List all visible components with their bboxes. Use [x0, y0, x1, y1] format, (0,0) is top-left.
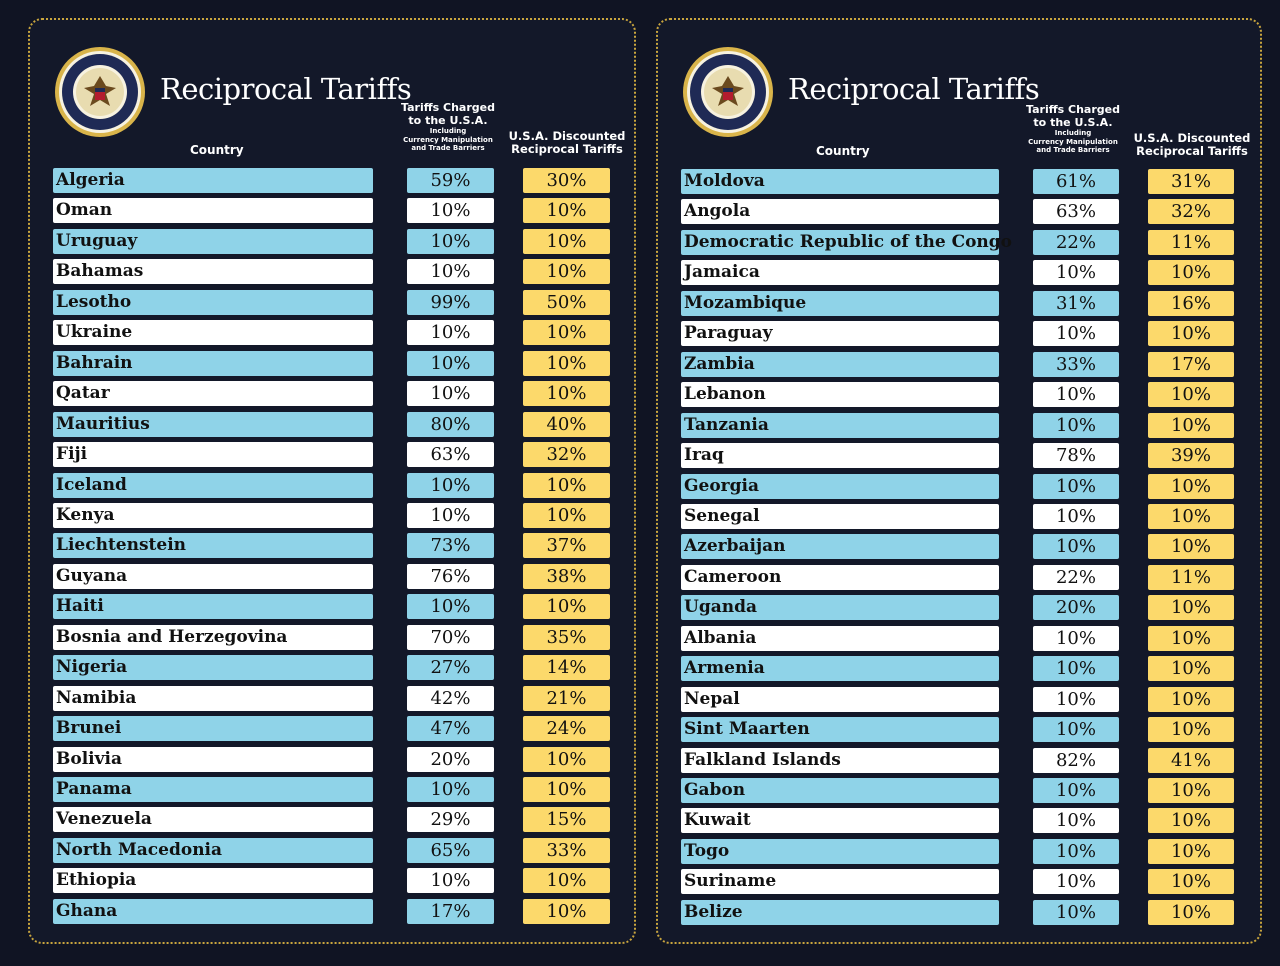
tariff-charged-cell: 65% [407, 838, 494, 863]
country-cell: Bahamas [53, 259, 373, 284]
tariff-charged-cell: 82% [1033, 748, 1119, 773]
country-cell: Georgia [681, 474, 999, 499]
tariff-charged-cell: 10% [1033, 839, 1119, 864]
country-cell: Senegal [681, 504, 999, 529]
discounted-tariff-cell: 10% [1148, 839, 1234, 864]
tariff-charged-cell: 10% [407, 777, 494, 802]
tariff-charged-cell: 33% [1033, 352, 1119, 377]
country-cell: Kenya [53, 503, 373, 528]
discounted-tariff-cell: 10% [523, 594, 610, 619]
discounted-tariff-cell: 10% [1148, 869, 1234, 894]
tariff-charged-cell: 47% [407, 716, 494, 741]
country-cell: Haiti [53, 594, 373, 619]
discounted-tariff-cell: 10% [523, 381, 610, 406]
tariff-charged-cell: 42% [407, 686, 494, 711]
country-cell: Lesotho [53, 290, 373, 315]
tariff-charged-cell: 27% [407, 655, 494, 680]
country-cell: Venezuela [53, 807, 373, 832]
tariff-panel-left [28, 18, 636, 944]
discounted-tariff-cell: 35% [523, 625, 610, 650]
country-cell: Azerbaijan [681, 534, 999, 559]
country-cell: Ghana [53, 899, 373, 924]
discounted-tariff-cell: 10% [523, 320, 610, 345]
tariff-charged-cell: 10% [1033, 504, 1119, 529]
discounted-tariff-cell: 10% [523, 777, 610, 802]
country-cell: Mauritius [53, 412, 373, 437]
discounted-tariff-cell: 10% [1148, 382, 1234, 407]
tariff-charged-cell: 10% [407, 320, 494, 345]
tariff-charged-cell: 63% [1033, 199, 1119, 224]
discounted-tariff-cell: 10% [1148, 717, 1234, 742]
country-cell: Sint Maarten [681, 717, 999, 742]
tariff-charged-cell: 10% [407, 473, 494, 498]
discounted-tariff-cell: 30% [523, 168, 610, 193]
discounted-tariff-cell: 16% [1148, 291, 1234, 316]
tariff-charged-cell: 10% [407, 351, 494, 376]
tariff-charged-cell: 10% [1033, 687, 1119, 712]
tariff-charged-cell: 10% [1033, 321, 1119, 346]
country-cell: Angola [681, 199, 999, 224]
discounted-tariff-cell: 33% [523, 838, 610, 863]
country-cell: Falkland Islands [681, 748, 999, 773]
tariff-charged-cell: 73% [407, 533, 494, 558]
tariff-charged-cell: 20% [1033, 595, 1119, 620]
tariff-panel-right [656, 18, 1262, 944]
page-title: Reciprocal Tariffs [788, 72, 1040, 106]
country-cell: Lebanon [681, 382, 999, 407]
header-tariffs-charged: Tariffs Charged to the U.S.A. Including Currency Manipulation and Trade Barriers [401, 101, 495, 153]
tariff-charged-cell: 10% [1033, 900, 1119, 925]
discounted-tariff-cell: 11% [1148, 565, 1234, 590]
country-cell: Moldova [681, 169, 999, 194]
presidential-seal-icon [54, 46, 146, 138]
discounted-tariff-cell: 37% [523, 533, 610, 558]
discounted-tariff-cell: 10% [523, 899, 610, 924]
tariff-charged-cell: 10% [1033, 534, 1119, 559]
discounted-tariff-cell: 10% [523, 503, 610, 528]
tariff-charged-cell: 22% [1033, 565, 1119, 590]
discounted-tariff-cell: 10% [1148, 413, 1234, 438]
country-cell: Uruguay [53, 229, 373, 254]
tariff-charged-cell: 20% [407, 747, 494, 772]
tariff-charged-cell: 17% [407, 899, 494, 924]
tariff-charged-cell: 10% [407, 381, 494, 406]
tariff-charged-cell: 10% [407, 259, 494, 284]
tariff-charged-cell: 10% [1033, 717, 1119, 742]
discounted-tariff-cell: 10% [1148, 595, 1234, 620]
discounted-tariff-cell: 10% [523, 473, 610, 498]
tariff-charged-cell: 10% [1033, 260, 1119, 285]
tariff-charged-cell: 10% [1033, 869, 1119, 894]
discounted-tariff-cell: 10% [1148, 808, 1234, 833]
country-cell: Tanzania [681, 413, 999, 438]
country-cell: Togo [681, 839, 999, 864]
discounted-tariff-cell: 10% [1148, 778, 1234, 803]
country-cell: Uganda [681, 595, 999, 620]
tariff-charged-cell: 61% [1033, 169, 1119, 194]
discounted-tariff-cell: 15% [523, 807, 610, 832]
discounted-tariff-cell: 24% [523, 716, 610, 741]
discounted-tariff-cell: 31% [1148, 169, 1234, 194]
discounted-tariff-cell: 40% [523, 412, 610, 437]
tariff-charged-cell: 22% [1033, 230, 1119, 255]
tariff-charged-cell: 10% [407, 503, 494, 528]
country-cell: Namibia [53, 686, 373, 711]
country-cell: Armenia [681, 656, 999, 681]
tariff-charged-cell: 70% [407, 625, 494, 650]
discounted-tariff-cell: 10% [523, 198, 610, 223]
country-cell: Brunei [53, 716, 373, 741]
tariff-charged-cell: 10% [1033, 778, 1119, 803]
country-cell: Liechtenstein [53, 533, 373, 558]
country-cell: Panama [53, 777, 373, 802]
discounted-tariff-cell: 17% [1148, 352, 1234, 377]
discounted-tariff-cell: 11% [1148, 230, 1234, 255]
country-cell: Mozambique [681, 291, 999, 316]
country-cell: Paraguay [681, 321, 999, 346]
country-cell: Albania [681, 626, 999, 651]
country-cell: Ethiopia [53, 868, 373, 893]
discounted-tariff-cell: 21% [523, 686, 610, 711]
discounted-tariff-cell: 10% [1148, 900, 1234, 925]
tariff-charged-cell: 59% [407, 168, 494, 193]
discounted-tariff-cell: 10% [1148, 626, 1234, 651]
tariff-charged-cell: 31% [1033, 291, 1119, 316]
header-country: Country [190, 143, 244, 157]
country-cell: Ukraine [53, 320, 373, 345]
header-discounted-tariffs: U.S.A. Discounted Reciprocal Tariffs [1133, 131, 1251, 159]
header-country: Country [816, 144, 870, 158]
tariff-charged-cell: 10% [1033, 626, 1119, 651]
country-cell: North Macedonia [53, 838, 373, 863]
tariff-charged-cell: 78% [1033, 443, 1119, 468]
country-cell: Gabon [681, 778, 999, 803]
country-cell: Suriname [681, 869, 999, 894]
discounted-tariff-cell: 32% [1148, 199, 1234, 224]
discounted-tariff-cell: 10% [1148, 534, 1234, 559]
discounted-tariff-cell: 38% [523, 564, 610, 589]
discounted-tariff-cell: 10% [1148, 474, 1234, 499]
country-cell: Jamaica [681, 260, 999, 285]
country-cell: Belize [681, 900, 999, 925]
tariff-charged-cell: 10% [1033, 474, 1119, 499]
tariff-charged-cell: 10% [407, 229, 494, 254]
discounted-tariff-cell: 10% [523, 747, 610, 772]
country-cell: Zambia [681, 352, 999, 377]
presidential-seal-icon [682, 46, 774, 138]
tariff-charged-cell: 10% [1033, 382, 1119, 407]
discounted-tariff-cell: 32% [523, 442, 610, 467]
header-tariffs-charged: Tariffs Charged to the U.S.A. Including Currency Manipulation and Trade Barriers [1026, 103, 1120, 155]
page-title: Reciprocal Tariffs [160, 72, 412, 106]
country-cell: Bolivia [53, 747, 373, 772]
discounted-tariff-cell: 10% [1148, 656, 1234, 681]
country-cell: Cameroon [681, 565, 999, 590]
country-cell: Algeria [53, 168, 373, 193]
country-cell: Nigeria [53, 655, 373, 680]
tariff-charged-cell: 99% [407, 290, 494, 315]
header-discounted-tariffs: U.S.A. Discounted Reciprocal Tariffs [508, 129, 626, 157]
discounted-tariff-cell: 39% [1148, 443, 1234, 468]
tariff-charged-cell: 63% [407, 442, 494, 467]
tariff-charged-cell: 10% [407, 868, 494, 893]
country-cell: Iceland [53, 473, 373, 498]
country-cell: Bahrain [53, 351, 373, 376]
country-cell: Guyana [53, 564, 373, 589]
tariff-charged-cell: 29% [407, 807, 494, 832]
country-cell: Nepal [681, 687, 999, 712]
tariff-charged-cell: 10% [1033, 808, 1119, 833]
discounted-tariff-cell: 10% [1148, 504, 1234, 529]
country-cell: Bosnia and Herzegovina [53, 625, 373, 650]
tariff-charged-cell: 10% [1033, 413, 1119, 438]
discounted-tariff-cell: 41% [1148, 748, 1234, 773]
country-cell: Fiji [53, 442, 373, 467]
country-cell: Democratic Republic of the Congo [681, 230, 999, 255]
discounted-tariff-cell: 50% [523, 290, 610, 315]
discounted-tariff-cell: 14% [523, 655, 610, 680]
country-cell: Qatar [53, 381, 373, 406]
tariff-charged-cell: 80% [407, 412, 494, 437]
discounted-tariff-cell: 10% [523, 868, 610, 893]
discounted-tariff-cell: 10% [523, 351, 610, 376]
tariff-charged-cell: 10% [407, 198, 494, 223]
discounted-tariff-cell: 10% [1148, 321, 1234, 346]
discounted-tariff-cell: 10% [1148, 260, 1234, 285]
country-cell: Oman [53, 198, 373, 223]
country-cell: Kuwait [681, 808, 999, 833]
tariff-charged-cell: 10% [407, 594, 494, 619]
tariff-charged-cell: 10% [1033, 656, 1119, 681]
discounted-tariff-cell: 10% [1148, 687, 1234, 712]
discounted-tariff-cell: 10% [523, 229, 610, 254]
discounted-tariff-cell: 10% [523, 259, 610, 284]
tariff-charged-cell: 76% [407, 564, 494, 589]
country-cell: Iraq [681, 443, 999, 468]
